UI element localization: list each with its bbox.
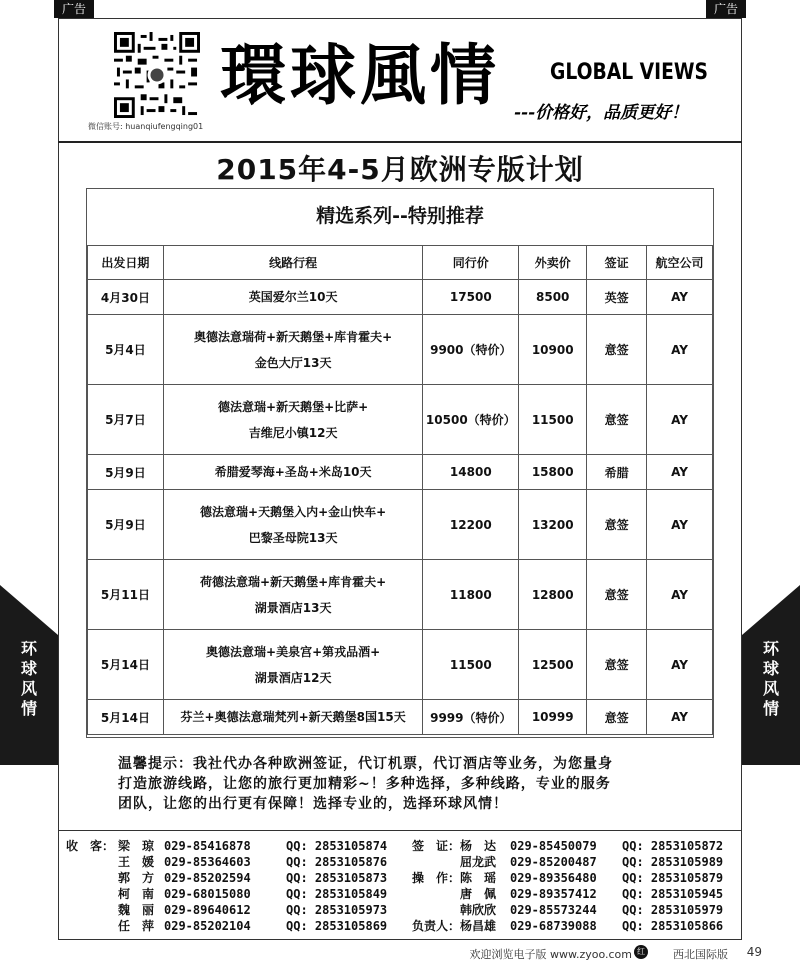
col-header-date: 出发日期 [88,246,164,280]
contact-role: 操 作： [412,871,461,885]
col-header-retail-price: 外卖价 [519,246,587,280]
contact-phone: 029-85416878 [164,839,251,853]
contact-qq: QQ: 2853105866 [622,919,724,933]
contact-qq: QQ: 2853105873 [286,871,388,885]
contact-row [66,902,734,918]
cell-visa: 意签 [587,385,647,455]
side-tab-left [0,585,58,765]
contact-qq: QQ: 2853105876 [286,855,388,869]
cell-route [163,385,422,455]
tour-table-box [86,188,714,738]
notice-text [118,754,686,814]
route-line: 希腊爱琴海+圣岛+米岛10天 [214,465,372,479]
cell-retail-price: 11500 [519,385,587,455]
route-line: 湖景酒店12天 [254,670,332,685]
cell-date: 4月30日 [88,280,164,315]
qr-code-icon[interactable] [114,32,200,118]
route-line: 奥德法意瑞荷+新天鹅堡+库肯霍夫+ [194,329,393,344]
footer-welcome[interactable]: 欢迎浏览电子版 www.zyoo.com [469,948,632,961]
footer-edition: 西北国际版 [673,948,728,961]
cell-airline: AY [647,385,713,455]
cell-visa: 意签 [587,700,647,735]
route-line: 奥德法意瑞+美泉宫+第戎品酒+ [206,644,381,659]
route-line: 德法意瑞+天鹅堡入内+金山快车+ [200,504,387,519]
cell-route [163,700,422,735]
cell-route [163,315,422,385]
contact-qq: QQ: 2853105879 [622,871,724,885]
contact-name: 杨 达 [460,839,497,853]
cell-peer-price: 9900（特价） [423,315,519,385]
contact-phone: 029-89640612 [164,903,251,917]
contact-role: 签 证： [412,839,461,853]
cell-route [163,280,422,315]
cell-date: 5月9日 [88,490,164,560]
col-header-airline: 航空公司 [647,246,713,280]
side-tab-char: 风 [762,679,779,698]
cell-route [163,490,422,560]
contact-row [66,838,734,854]
notice-line: 温馨提示：我社代办各种欧洲签证，代订机票，代订酒店等业务，为您量身 [118,756,613,772]
side-tab-char: 风 [20,679,37,698]
ad-label-right: 广告 [706,0,746,18]
cell-retail-price: 15800 [519,455,587,490]
side-tab-char: 球 [762,659,779,678]
ad-label-left: 广告 [54,0,94,18]
cell-route [163,630,422,700]
table-row [88,385,713,455]
contact-row [66,854,734,870]
contact-qq: QQ: 2853105874 [286,839,388,853]
contact-phone: 029-68739088 [510,919,597,933]
route-line: 巴黎圣母院13天 [248,530,338,545]
table-row [88,700,713,735]
cell-visa: 意签 [587,630,647,700]
table-row [88,455,713,490]
cell-airline: AY [647,630,713,700]
page-number: 49 [746,945,762,959]
contact-name: 梁 琼 [118,839,155,853]
cell-date: 5月4日 [88,315,164,385]
contact-name: 王 媛 [118,855,155,869]
contact-qq: QQ: 2853105869 [286,919,388,933]
table-row [88,280,713,315]
contact-qq: QQ: 2853105973 [286,903,388,917]
side-tab-char: 环 [20,639,37,658]
contacts-list [66,838,734,934]
cell-visa: 意签 [587,490,647,560]
cell-retail-price: 12800 [519,560,587,630]
contact-qq: QQ: 2853105989 [622,855,724,869]
cell-visa: 英签 [587,280,647,315]
cell-peer-price: 17500 [423,280,519,315]
cell-airline: AY [647,280,713,315]
contact-name: 屈龙武 [460,855,497,869]
notice-line: 打造旅游线路，让您的旅行更加精彩~！多种选择，多种线路，专业的服务 [118,776,611,792]
side-tab-label [0,639,58,719]
contact-qq: QQ: 2853105979 [622,903,724,917]
cell-retail-price: 12500 [519,630,587,700]
contact-name: 杨昌雄 [460,919,497,933]
tour-table [87,245,713,735]
cell-retail-price: 13200 [519,490,587,560]
contact-name: 唐 佩 [460,887,497,901]
side-tab-char: 情 [762,699,779,718]
contact-qq: QQ: 2853105872 [622,839,724,853]
side-tab-right [742,585,800,765]
contact-phone: 029-89356480 [510,871,597,885]
contact-phone: 029-85200487 [510,855,597,869]
cell-date: 5月14日 [88,700,164,735]
table-row [88,630,713,700]
table-row [88,490,713,560]
contact-name: 陈 瑶 [460,871,497,885]
contact-phone: 029-85202104 [164,919,251,933]
cell-route [163,560,422,630]
footer-logo-icon: 红 [634,945,648,959]
slogan: ---价格好，品质更好！ [514,103,689,123]
contact-name: 韩欣欣 [460,903,497,917]
col-header-peer-price: 同行价 [423,246,519,280]
contact-name: 柯 南 [118,887,155,901]
contact-phone: 029-89357412 [510,887,597,901]
contact-name: 郭 方 [118,871,155,885]
contact-row [66,870,734,886]
cell-visa: 意签 [587,560,647,630]
page-header [58,18,742,143]
contact-role: 收 客： [66,839,115,853]
cell-airline: AY [647,560,713,630]
wechat-account: 微信账号: huanqiufengqing01 [88,122,204,131]
side-tab-label [742,639,800,719]
cell-route [163,455,422,490]
cell-retail-price: 10999 [519,700,587,735]
contact-qq: QQ: 2853105945 [622,887,724,901]
table-subtitle: 精选系列--特别推荐 [316,205,484,227]
contact-phone: 029-85364603 [164,855,251,869]
route-line: 英国爱尔兰10天 [248,290,338,304]
table-row [88,315,713,385]
contact-name: 任 萍 [118,919,155,933]
cell-retail-price: 10900 [519,315,587,385]
cell-peer-price: 11800 [423,560,519,630]
contact-phone: 029-85573244 [510,903,597,917]
cell-peer-price: 14800 [423,455,519,490]
route-line: 荷德法意瑞+新天鹅堡+库肯霍夫+ [200,574,387,589]
table-row [88,560,713,630]
contact-role: 负责人： [412,919,461,933]
col-header-route: 线路行程 [163,246,422,280]
cell-visa: 意签 [587,315,647,385]
contact-phone: 029-85450079 [510,839,597,853]
brand-english: GLOBAL VIEWS [550,60,708,85]
contact-phone: 029-68015080 [164,887,251,901]
divider [58,830,742,831]
cell-airline: AY [647,455,713,490]
cell-visa: 希腊 [587,455,647,490]
page-title: 2015年4-5月欧洲专版计划 [216,153,584,186]
cell-airline: AY [647,315,713,385]
cell-retail-price: 8500 [519,280,587,315]
col-header-visa: 签证 [587,246,647,280]
contact-qq: QQ: 2853105849 [286,887,388,901]
cell-airline: AY [647,700,713,735]
cell-date: 5月14日 [88,630,164,700]
cell-peer-price: 12200 [423,490,519,560]
contact-phone: 029-85202594 [164,871,251,885]
cell-date: 5月7日 [88,385,164,455]
cell-peer-price: 10500（特价） [423,385,519,455]
route-line: 湖景酒店13天 [254,600,332,615]
route-line: 芬兰+奥德法意瑞梵列+新天鹅堡8国15天 [180,710,406,724]
notice-line: 团队，让您的出行更有保障！选择专业的，选择环球风情！ [118,796,508,812]
route-line: 吉维尼小镇12天 [248,425,338,440]
route-line: 德法意瑞+新天鹅堡+比萨+ [218,399,369,414]
cell-date: 5月11日 [88,560,164,630]
side-tab-char: 球 [20,659,37,678]
brand-logo: 環球風情 [220,36,500,114]
contact-name: 魏 丽 [118,903,155,917]
page-footer [0,944,800,965]
cell-peer-price: 9999（特价） [423,700,519,735]
cell-date: 5月9日 [88,455,164,490]
side-tab-char: 情 [20,699,37,718]
contact-row [66,918,734,934]
cell-peer-price: 11500 [423,630,519,700]
contact-row [66,886,734,902]
route-line: 金色大厅13天 [254,355,332,370]
side-tab-char: 环 [762,639,779,658]
cell-airline: AY [647,490,713,560]
